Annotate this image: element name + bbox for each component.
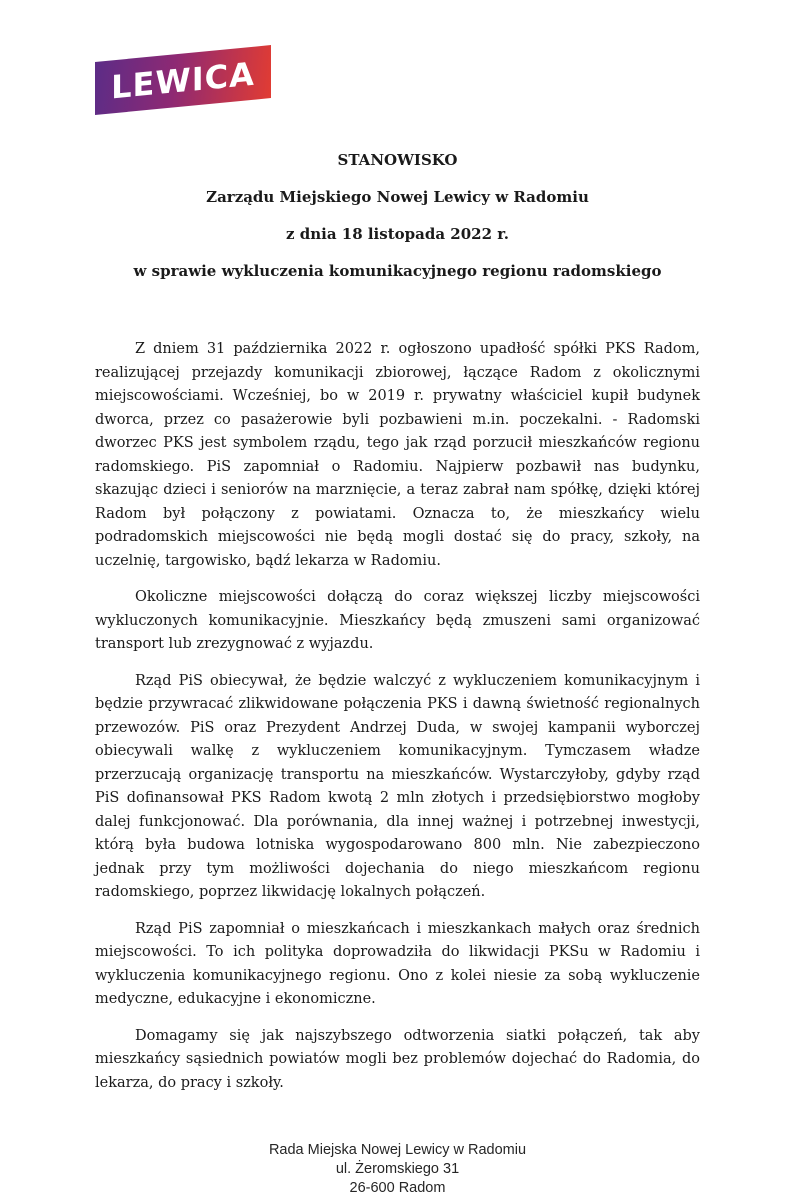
title-line-subject: w sprawie wykluczenia komunikacyjnego regionu radomskiego [133,262,662,280]
paragraph: Z dniem 31 października 2022 r. ogłoszono upadłość spółki PKS Radom, realizującej przejazdy komunikacji zbiorowej, łączące Radom z okolicznymi miejscowościami. Wcześniej, bo w 2019 r. prywatny właściciel kupił budynek dworca, przez co pasażerowie byli pozbawieni m.in. poczekalni. - Radomski dworzec PKS jest symbolem rządu, tego jak rząd porzucił mieszkańców regionu radomskiego. PiS zapomniał o Radomiu. Najpierw pozbawił nas budynku, skazując dzieci i seniorów na marznięcie, a teraz zabrał nam spółkę, dzięki której Radom był połączony z powiatami. Oznacza to, że mieszkańcy wielu podradomskich miejscowości nie będą mogli dostać się do pracy, szkoły, na uczelnię, targowisko, bądź lekarza w Radomiu. [95,341,700,569]
document-body [95,338,700,1095]
title-block [95,151,700,280]
document-footer [95,1141,700,1198]
logo-area [95,44,700,115]
paragraph: Domagamy się jak najszybszego odtworzenia siatki połączeń, tak aby mieszkańcy sąsiednich powiatów mogli bez problemów dojechać do Radomia, do lekarza, do pracy i szkoły. [95,1027,700,1091]
footer-org-name: Rada Miejska Nowej Lewicy w Radomiu [268,1142,527,1158]
title-line-date: z dnia 18 listopada 2022 r. [285,225,509,243]
paragraph: Rząd PiS zapomniał o mieszkańcach i mieszkankach małych oraz średnich miejscowości. To ich polityka doprowadziła do likwidacji PKSu w Radomiu i wykluczenia komunikacyjnego regionu. Ono z kolei niesie za sobą wykluczenie medyczne, edukacyjne i ekonomiczne. [95,920,700,1007]
paragraph: Rząd PiS obiecywał, że będzie walczyć z wykluczeniem komunikacyjnym i będzie przywracać zlikwidowane połączenia PKS i dawną świetność regionalnych przewozów. PiS oraz Prezydent Andrzej Duda, w swojej kampanii wyborczej obiecywali walkę z wykluczeniem komunikacyjnym. Tymczasem władze przerzucają organizację transportu na mieszkańców. Wystarczyłoby, gdyby rząd PiS dofinansował PKS Radom kwotą 2 mln złotych i przedsiębiorstwo mogłoby dalej funkcjonować. Dla porównania, dla innej ważnej i potrzebnej inwestycji, którą była budowa lotniska wygospodarowano 800 mln. Nie zabezpieczono jednak przy tym możliwości dojechania do niego mieszkańcom regionu radomskiego, poprzez likwidację lokalnych połączeń. [95,672,700,900]
footer-street-address: ul. Żeromskiego 31 [335,1161,460,1177]
footer-postal-city: 26-600 Radom [349,1180,446,1196]
title-line-stanowisko: STANOWISKO [337,151,458,169]
paragraph: Okoliczne miejscowości dołączą do coraz większej liczby miejscowości wykluczonych komunikacyjnie. Mieszkańcy będą zmuszeni sami organizować transport lub zrezygnować z wyjazdu. [95,589,700,652]
lewica-logo-text: LEWICA [111,54,255,106]
lewica-logo [95,45,271,115]
title-line-issuer: Zarządu Miejskiego Nowej Lewicy w Radomiu [206,188,589,206]
